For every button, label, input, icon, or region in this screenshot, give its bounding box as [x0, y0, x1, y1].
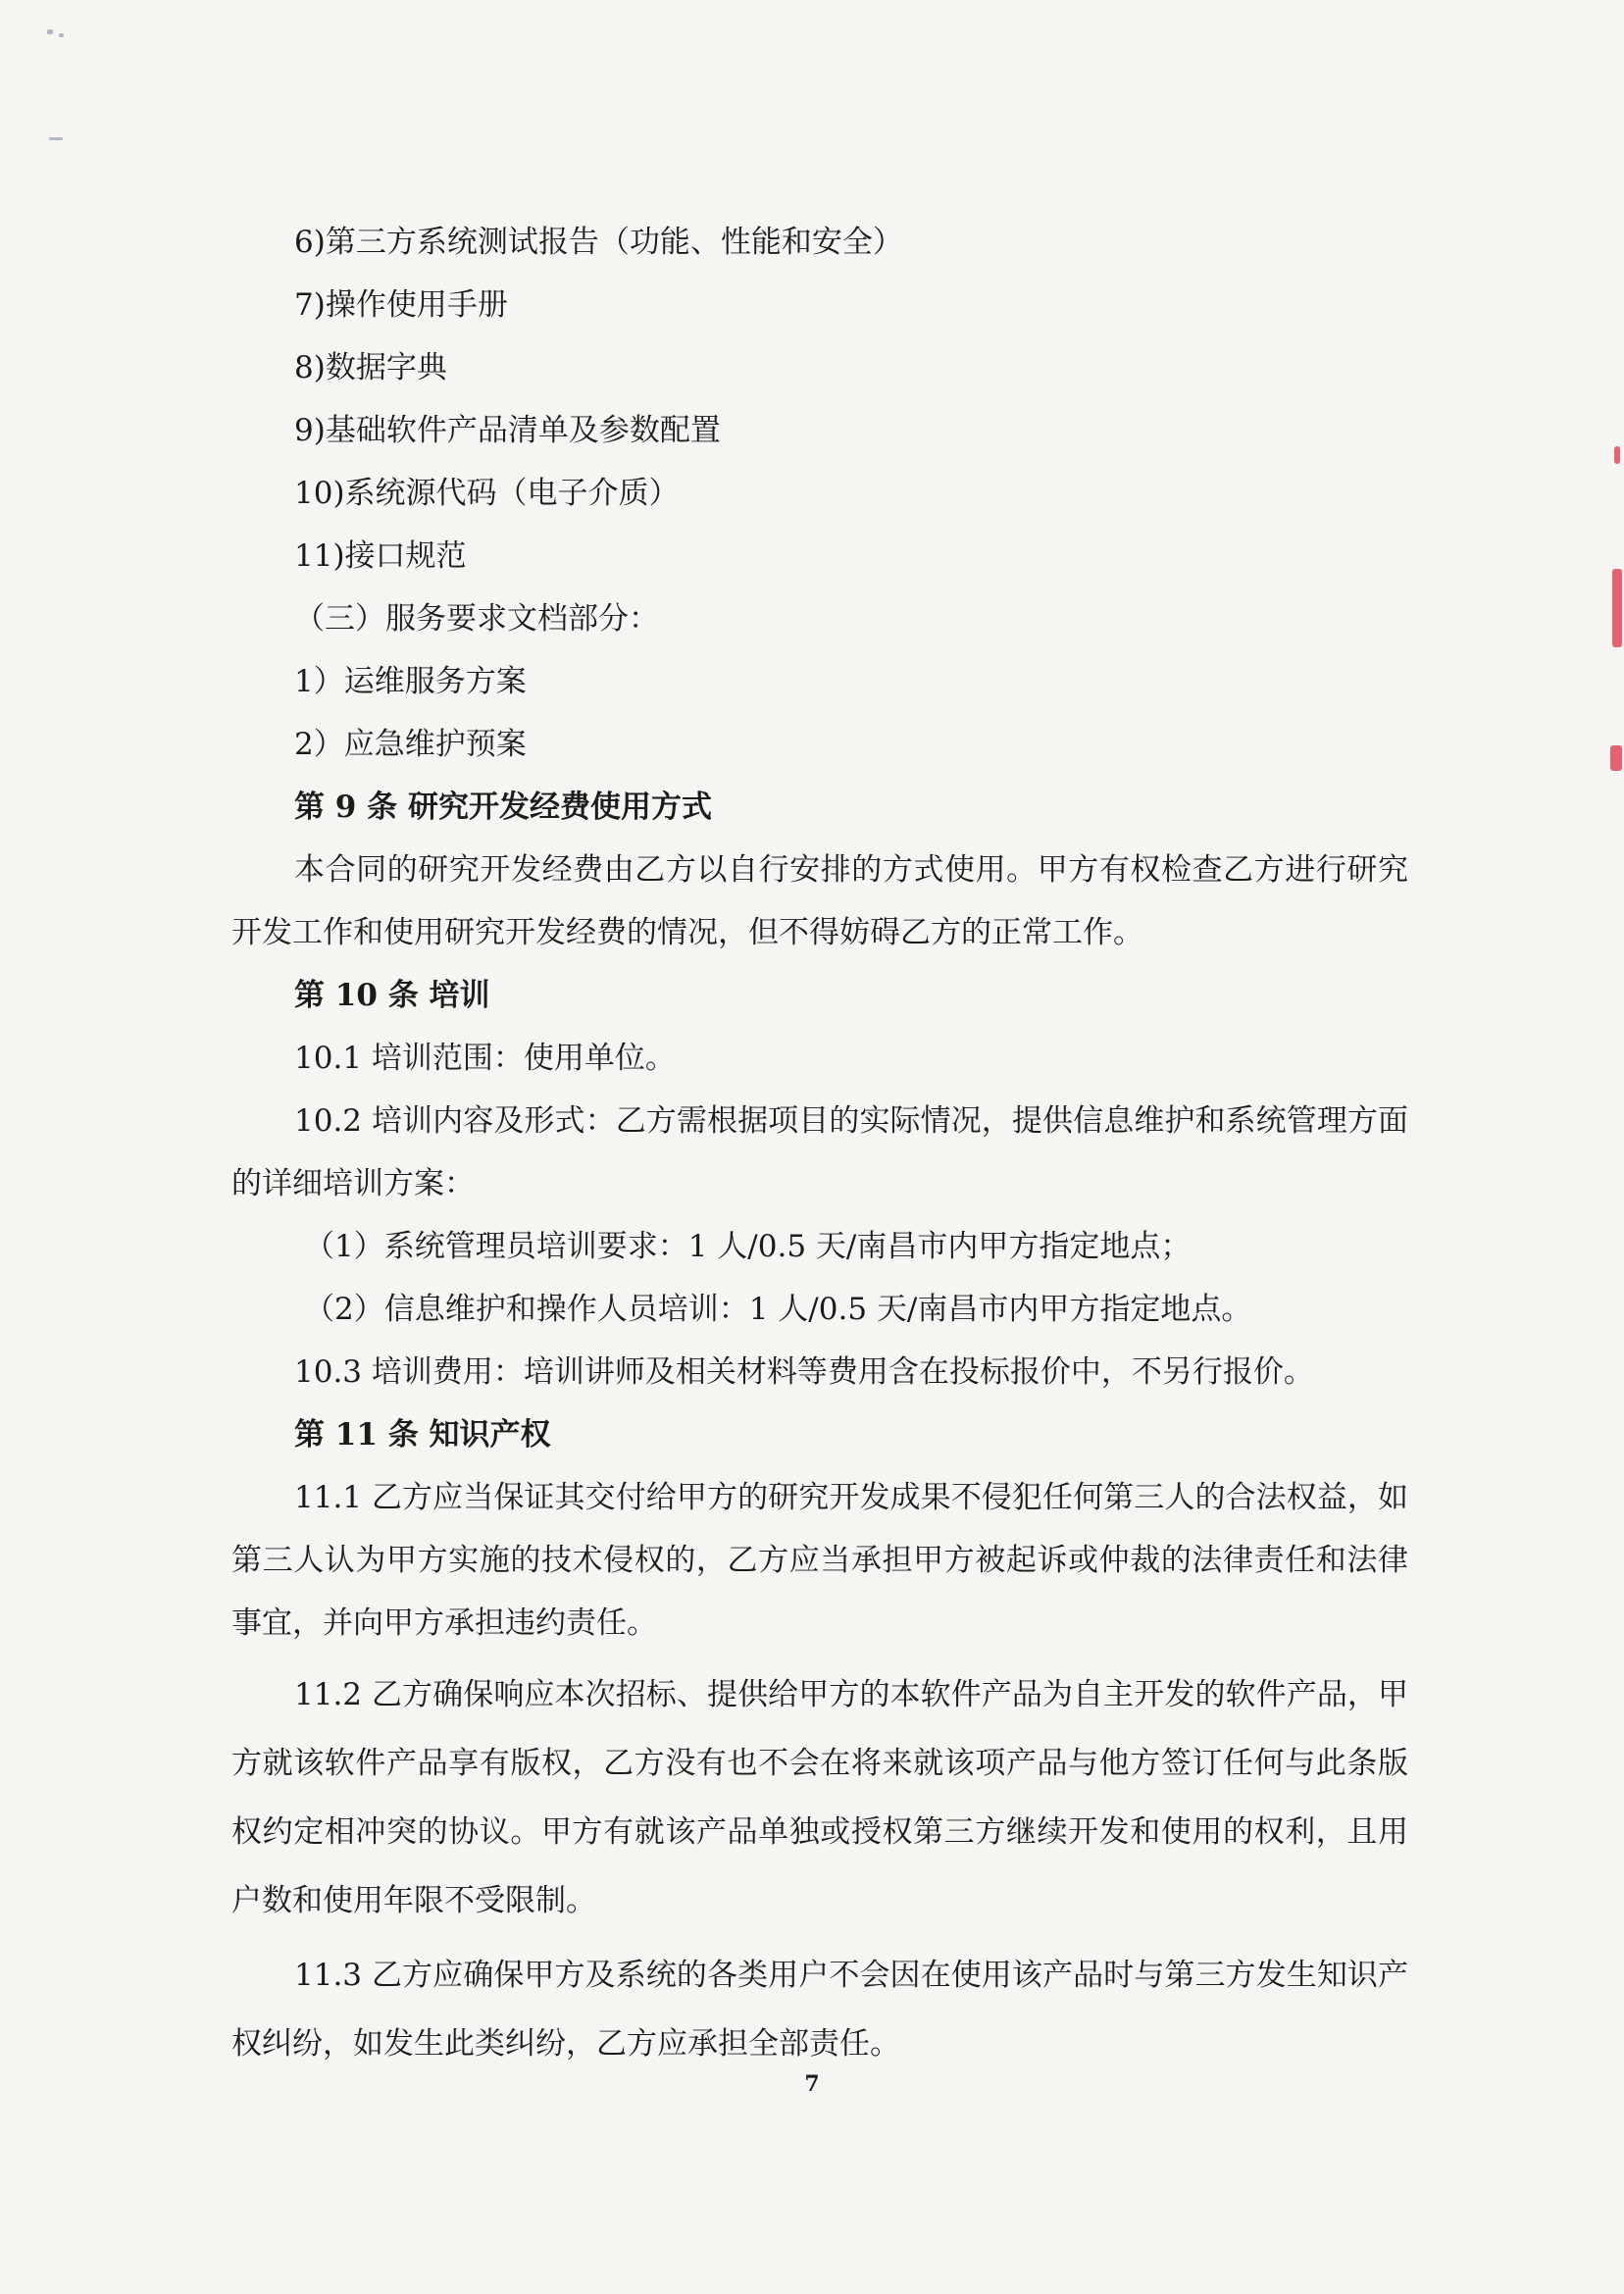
- page-number: 7: [804, 2071, 820, 2097]
- deliverable-item: 9)基础软件产品清单及参数配置: [294, 413, 721, 448]
- training-scope: 10.1 培训范围：使用单位。: [294, 1041, 676, 1076]
- service-doc-item: 1）运维服务方案: [294, 664, 527, 699]
- deliverable-item: 10)系统源代码（电子介质）: [294, 476, 680, 511]
- section-subheading: （三）服务要求文档部分：: [294, 601, 659, 637]
- article-9-heading: 第 9 条 研究开发经费使用方式: [294, 790, 712, 825]
- seal-edge-mark: [1614, 446, 1620, 464]
- ip-clause-11-1: 11.1 乙方应当保证其交付给甲方的研究开发成果不侵犯任何第三人的合法权益，如第三人认为甲方实施的技术侵权的，乙方应当承担甲方被起诉或仲裁的法律责任和法律事宜，并向甲方承担违约责任。: [231, 1480, 1408, 1641]
- ip-clause-11-3: 11.3 乙方应确保甲方及系统的各类用户不会因在使用该产品时与第三方发生知识产权纠纷，如发生此类纠纷，乙方应承担全部责任。: [231, 1958, 1408, 2062]
- service-doc-item: 2）应急维护预案: [294, 727, 527, 762]
- training-item: （2）信息维护和操作人员培训：1 人/0.5 天/南昌市内甲方指定地点。: [304, 1292, 1252, 1327]
- training-fee: 10.3 培训费用：培训讲师及相关材料等费用含在投标报价中，不另行报价。: [294, 1354, 1314, 1390]
- deliverable-item: 6)第三方系统测试报告（功能、性能和安全）: [294, 225, 903, 260]
- seal-edge-mark: [1612, 569, 1622, 647]
- article-11-heading: 第 11 条 知识产权: [294, 1417, 551, 1453]
- deliverable-item: 11)接口规范: [294, 538, 467, 574]
- training-content: 10.2 培训内容及形式：乙方需根据项目的实际情况，提供信息维护和系统管理方面的详细培训方案：: [231, 1103, 1408, 1201]
- training-item: （1）系统管理员培训要求：1 人/0.5 天/南昌市内甲方指定地点；: [304, 1229, 1192, 1264]
- deliverable-item: 7)操作使用手册: [294, 287, 508, 323]
- seal-edge-mark: [1610, 745, 1622, 771]
- scan-speck: [49, 137, 63, 140]
- article-9-body: 本合同的研究开发经费由乙方以自行安排的方式使用。甲方有权检查乙方进行研究开发工作和使用研究开发经费的情况，但不得妨碍乙方的正常工作。: [231, 852, 1408, 950]
- article-10-heading: 第 10 条 培训: [294, 978, 490, 1013]
- document-body: [231, 211, 1408, 2078]
- scan-speck: [59, 33, 64, 37]
- deliverable-item: 8)数据字典: [294, 350, 447, 385]
- scan-speck: [47, 29, 53, 34]
- ip-clause-11-2: 11.2 乙方确保响应本次招标、提供给甲方的本软件产品为自主开发的软件产品，甲方就该软件产品享有版权，乙方没有也不会在将来就该项产品与他方签订任何与此条版权约定相冲突的协议。甲方有就该产品单独或授权第三方继续开发和使用的权利，且用户数和使用年限不受限制。: [231, 1677, 1408, 1918]
